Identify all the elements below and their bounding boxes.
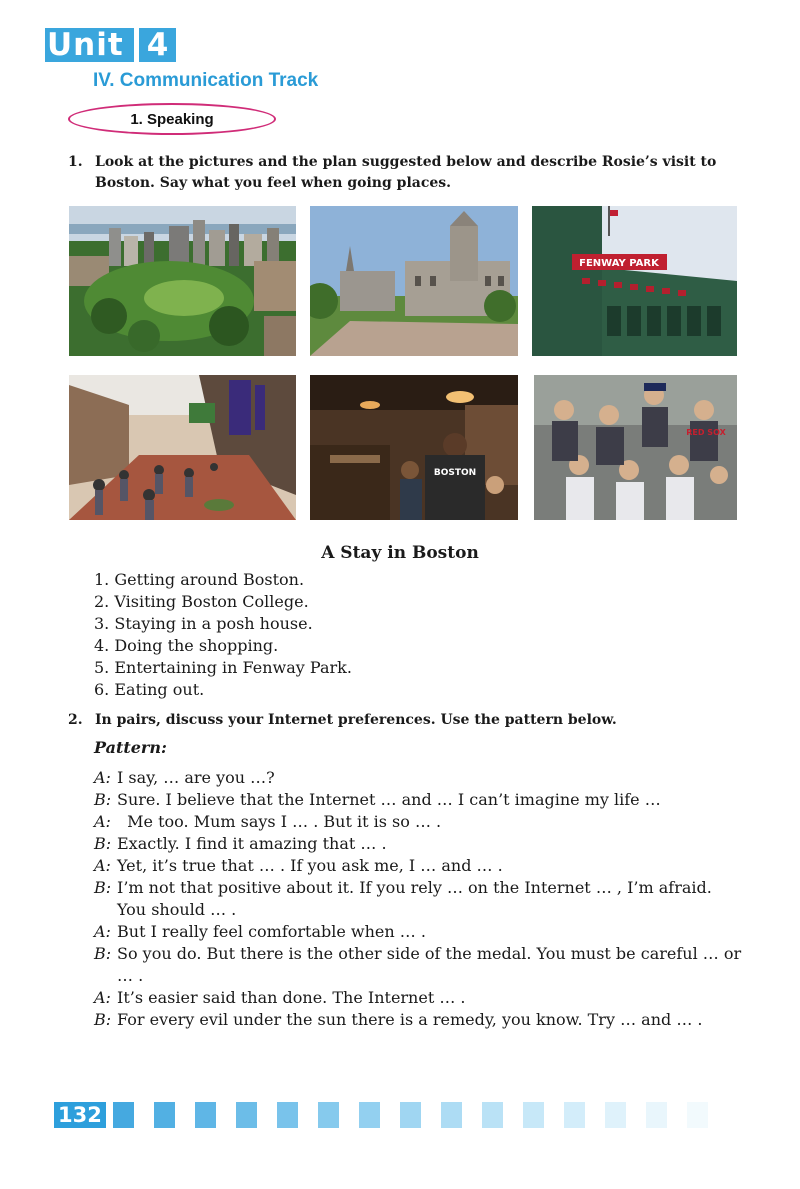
task-1 [68,152,738,194]
dialog-line [94,943,744,987]
footer-decor-square [236,1102,257,1128]
subsection-label [68,103,276,135]
list-item: 1. Getting around Boston. [94,570,305,589]
speaker-label: B: [94,790,112,809]
dialog-line [94,811,744,833]
footer-decor-square [318,1102,339,1128]
dialog-text: So you do. But there is the other side of the medal. You must be careful … or … . [117,944,742,985]
dialog-text: Yet, it’s true that … . If you ask me, I … and … . [117,856,503,875]
footer-decor-square [646,1102,667,1128]
speaker-label: A: [94,856,111,875]
dialog-line [94,789,744,811]
dialog-text: But I really feel comfortable when … . [117,922,426,941]
dialog-text: Exactly. I find it amazing that … . [117,834,387,853]
speaker-label: A: [94,988,111,1007]
dialog-line [94,833,744,855]
task-1-number: 1. [68,154,83,170]
subsection-label-text: 1. Speaking [130,110,214,128]
plan-list [94,569,352,701]
pattern-dialog [94,767,744,1031]
speaker-label: B: [94,834,112,853]
footer-decor-square [482,1102,503,1128]
footer-decor-square [687,1102,708,1128]
footer-decor-square [564,1102,585,1128]
pattern-label: Pattern: [94,738,167,757]
section-title: IV. Communication Track [93,70,319,91]
photo-restaurant [310,375,518,520]
photo-boston-common [69,206,296,356]
list-item: 2. Visiting Boston College. [94,592,309,611]
task-2-text: In pairs, discuss your Internet preferences. Use the pattern below. [95,712,617,728]
photo-shopping-street [69,375,296,520]
cap-red-sox: RED SOX [686,428,726,437]
dialog-text: I’m not that positive about it. If you rely … on the Internet … , I’m afraid. You should … . [117,878,712,919]
footer-decor-square [441,1102,462,1128]
dialog-line [94,767,744,789]
plan-title: A Stay in Boston [321,543,479,563]
speaker-label: A: [94,768,111,787]
dialog-line [94,987,744,1009]
task-2-number: 2. [68,712,83,728]
page-footer [54,1102,708,1128]
dialog-text: Me too. Mum says I … . But it is so … . [117,812,442,831]
speaker-label: B: [94,1010,112,1029]
dialog-line [94,1009,744,1031]
photo-baseball-crowd [534,375,737,520]
dialog-line [94,877,744,921]
footer-decor-square [523,1102,544,1128]
task-1-text: Look at the pictures and the plan suggested below and describe Rosie’s visit to Boston. Say what you feel when going places. [95,154,717,191]
dialog-text: It’s easier said than done. The Internet … . [117,988,466,1007]
dialog-text: Sure. I believe that the Internet … and … I can’t imagine my life … [117,790,661,809]
footer-decor-square [195,1102,216,1128]
task-2 [68,710,738,731]
footer-decor-square [359,1102,380,1128]
speaker-label: A: [94,812,111,831]
photo-boston-college [310,206,518,356]
shirt-boston: BOSTON [433,468,477,478]
dialog-text: I say, … are you …? [117,768,275,787]
unit-header [45,28,176,62]
list-item: 5. Entertaining in Fenway Park. [94,658,352,677]
unit-number: 4 [139,28,177,62]
list-item: 6. Eating out. [94,680,205,699]
unit-label: Unit [45,28,134,62]
photo-fenway-park [532,206,737,356]
footer-decor-square [154,1102,175,1128]
footer-decor-square [277,1102,298,1128]
footer-decor-square [400,1102,421,1128]
dialog-text: For every evil under the sun there is a remedy, you know. Try … and … . [117,1010,703,1029]
footer-decor-square [605,1102,626,1128]
fenway-sign: FENWAY PARK [579,258,659,269]
footer-decor-square [113,1102,134,1128]
dialog-line [94,921,744,943]
speaker-label: B: [94,944,112,963]
list-item: 3. Staying in a posh house. [94,614,313,633]
speaker-label: B: [94,878,112,897]
dialog-line [94,855,744,877]
list-item: 4. Doing the shopping. [94,636,279,655]
speaker-label: A: [94,922,111,941]
page-number: 132 [54,1102,106,1128]
